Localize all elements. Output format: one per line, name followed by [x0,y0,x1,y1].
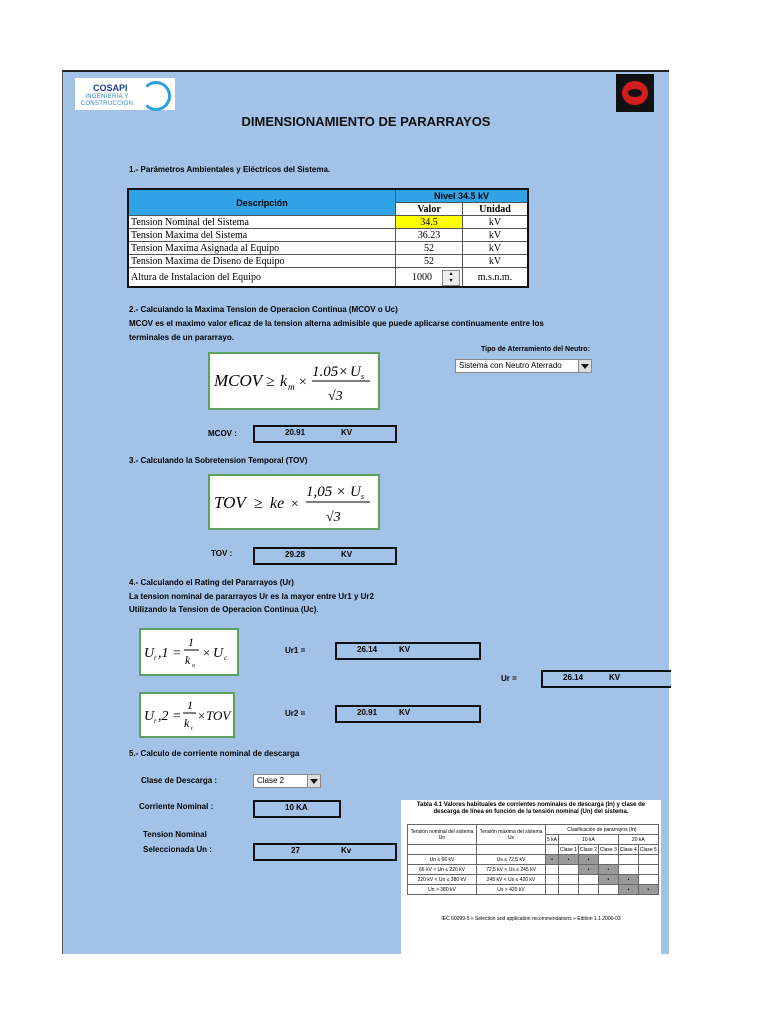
selected-voltage-box [253,843,397,861]
svg-text:r: r [154,717,157,725]
chevron-down-icon[interactable] [307,775,320,787]
neutral-type-select[interactable] [455,359,592,373]
svg-text:×: × [202,645,211,660]
ur2-unit: KV [399,708,411,717]
svg-text:k: k [184,716,190,730]
mcov-unit: KV [341,428,353,437]
ref-class-header: Clasificación de pararrayos (In) [546,825,659,835]
altitude-spinner[interactable] [396,268,463,288]
ur2-value: 20.91 [357,708,378,717]
svg-text:1,05 ×: 1,05 × [306,484,347,500]
svg-text:U: U [144,709,155,724]
svg-text:1.05×: 1.05× [312,364,349,380]
ref-class-3: Clase 3 [599,846,617,853]
logo-subtitle-2: CONSTRUCCION [80,101,134,107]
ref-row-un: Un > 380 kV [408,885,477,895]
row-description: Tension Maxima Asignada al Equipo [128,242,396,255]
svg-text:r: r [154,654,157,662]
col-value-header: Valor [396,203,463,216]
ref-class-2: Clase 2 [579,846,597,853]
reference-caption: Tabla 4.1 Valores habituales de corrientes nominales de descarga (In) y clase de descarga de línea en función de la tensión nominal (Un) del sistema. [416,802,646,815]
svg-text:ke: ke [270,495,285,512]
row-unit: kV [463,229,529,242]
table-row [128,242,528,255]
selected-voltage-unit: Kv [341,846,352,855]
table-row: Un > 380 kV Us > 420 kV • • [408,885,659,895]
page-title: DIMENSIONAMIENTO DE PARARRAYOS [241,114,491,129]
row-unit: m.s.n.m. [463,268,529,288]
discharge-class-value: Clase 2 [257,776,285,785]
row-unit: kV [463,216,529,229]
ref-row-un: Un ≤ 66 kV [408,855,477,865]
ur-result-box [541,670,671,688]
ur-value: 26.14 [563,673,584,682]
altitude-value: 1000 [412,271,432,283]
section-1-heading: 1.- Parámetros Ambientales y Eléctricos del Sistema. [129,165,331,174]
svg-text:1: 1 [187,698,193,712]
ur1-unit: KV [399,645,411,654]
tov-formula [208,474,380,530]
mcov-formula-graphic [210,354,378,408]
svg-text:U: U [213,646,224,661]
ur1-result-box [335,642,481,660]
red-emblem-icon [616,74,654,112]
ref-class-5: Clase 5 [639,846,657,853]
selected-voltage-label-1: Tension Nominal [143,830,207,839]
nominal-current-box [253,800,341,818]
ref-nominal-header: Tensión nominal del sistema Un [408,825,477,845]
ur-description-line-2: Utilizando la Tension de Operacion Continua (Uc). [129,605,319,614]
svg-text:U: U [144,646,155,661]
svg-text:s: s [361,492,365,501]
ur1-value: 26.14 [357,645,378,654]
ur1-label: Ur1 = [285,646,306,655]
table-row: 220 kV < Un ≤ 380 kV 245 kV < Us ≤ 420 kV • • [408,875,659,885]
neutral-type-value: Sistema con Neutro Aterrado [459,361,562,370]
ref-row-un: 66 kV < Un ≤ 220 kV [408,865,477,875]
tov-label: TOV : [211,549,233,558]
row-unit: kV [463,242,529,255]
section-2-heading: 2.- Calculando la Maxima Tension de Operacion Continua (MCOV o Uc) [129,305,398,314]
iec-reference-table [401,800,661,954]
mcov-description-line-1: MCOV es el maximo valor eficaz de la tension alterna admisible que puede aplicarse continuamente entre los [129,319,544,328]
section-3-heading: 3.- Calculando la Sobretension Temporal (TOV) [129,456,308,465]
svg-text:√3: √3 [328,389,343,404]
svg-text:1: 1 [188,635,194,649]
svg-text:U: U [350,364,361,380]
ur-description-line-1: La tension nominal de pararrayos Ur es la mayor entre Ur1 y Ur2 [129,592,374,601]
row-description: Tension Maxima del Sistema [128,229,396,242]
ref-20ka-header: 20 kA [618,835,658,845]
logo-ring-icon [141,81,171,111]
svg-text:U: U [350,484,361,500]
ref-max-header: Tensión máxima del sistema Us [477,825,546,845]
svg-text:MCOV: MCOV [214,371,263,390]
svg-text:k: k [280,373,288,390]
tov-formula-graphic [210,476,378,528]
ur2-result-box [335,705,481,723]
logo-brand: COSAPI [93,83,128,93]
table-row [128,216,528,229]
row-description: Altura de Instalacion del Equipo [128,268,396,288]
spreadsheet-sheet [62,70,669,954]
col-description-header: Descripción [128,189,396,216]
mcov-formula [208,352,380,410]
ur2-label: Ur2 = [285,709,306,718]
spinner-arrows-icon[interactable]: ▴ ▾ [442,270,460,286]
reference-source: IEC 60099-5 « Selection and application recommendations » Edition 1.1 2000-03 [441,916,621,922]
ur1-formula-graphic [141,630,237,674]
ref-5ka-header: 5 kA [547,836,558,843]
table-row: Un ≤ 66 kV Us ≤ 72,5 kV • • • [408,855,659,865]
reference-grid [407,824,659,895]
svg-text:≥: ≥ [254,495,263,512]
ur2-formula-graphic [141,694,233,736]
svg-text:TOV: TOV [214,493,246,512]
svg-text:c: c [224,654,228,662]
section-4-heading: 4.- Calculando el Rating del Pararrayos (Ur) [129,578,294,587]
svg-text:t: t [191,726,193,732]
company-logo [75,78,175,110]
chevron-down-icon[interactable] [578,360,591,372]
ref-class-4: Clase 4 [619,846,637,853]
svg-text:m: m [288,382,295,392]
ref-row-us: Us > 420 kV [477,885,546,895]
table-row [128,268,528,288]
nominal-current-value: 10 KA [285,803,308,812]
tov-value: 29.28 [285,550,306,559]
ref-class-1: Clase 1 [560,846,577,853]
neutral-type-label: Tipo de Aterramiento del Neutro: [481,346,590,353]
ur-unit: KV [609,673,621,682]
svg-text:≥: ≥ [266,373,275,390]
row-unit: kV [463,255,529,268]
ref-row-us: 72,5 kV < Us ≤ 245 kV [477,865,546,875]
svg-text:o: o [192,663,195,669]
selected-voltage-label-2: Seleccionada Un : [143,845,212,854]
ref-row-us: Us ≤ 72,5 kV [477,855,546,865]
row-value: 52 [396,255,463,268]
ur1-formula [139,628,239,676]
col-unit-header: Unidad [463,203,529,216]
svg-text:,1 =: ,1 = [158,646,182,661]
svg-text:k: k [185,653,191,667]
ref-row-us: 245 kV < Us ≤ 420 kV [477,875,546,885]
mcov-description-line-2: terminales de un pararrayo. [129,333,234,342]
mcov-result-box [253,425,397,443]
table-row: 66 kV < Un ≤ 220 kV 72,5 kV < Us ≤ 245 kV • • [408,865,659,875]
svg-text:×: × [298,375,308,390]
parameters-table [127,188,529,288]
ref-10ka-header: 10 kA [559,835,619,845]
svg-text:×: × [290,497,300,512]
nominal-voltage-input[interactable]: 34.5 [396,216,463,229]
row-value: 36.23 [396,229,463,242]
table-row [128,229,528,242]
tov-unit: KV [341,550,353,559]
mcov-label: MCOV : [208,429,237,438]
col-level-header: Nivel 34.5 kV [396,189,529,203]
svg-text:TOV: TOV [206,708,231,723]
svg-text:,2 =: ,2 = [158,709,182,724]
ur2-formula [139,692,235,738]
discharge-class-label: Clase de Descarga : [141,776,218,785]
svg-text:s: s [361,372,365,381]
nominal-current-label: Corriente Nominal : [139,802,214,811]
section-5-heading: 5.- Calculo de corriente nominal de descarga [129,749,300,758]
logo-subtitle-1: INGENIERIA Y [85,94,129,100]
row-description: Tension Maxima de Diseno de Equipo [128,255,396,268]
table-row [128,255,528,268]
discharge-class-select[interactable] [253,774,321,788]
svg-text:×: × [197,708,206,723]
row-value: 52 [396,242,463,255]
selected-voltage-value: 27 [291,846,300,855]
ur-label: Ur = [501,674,517,683]
ref-row-un: 220 kV < Un ≤ 380 kV [408,875,477,885]
mcov-value: 20.91 [285,428,306,437]
svg-text:√3: √3 [326,510,341,525]
row-description: Tension Nominal del Sistema [128,216,396,229]
tov-result-box [253,547,397,565]
